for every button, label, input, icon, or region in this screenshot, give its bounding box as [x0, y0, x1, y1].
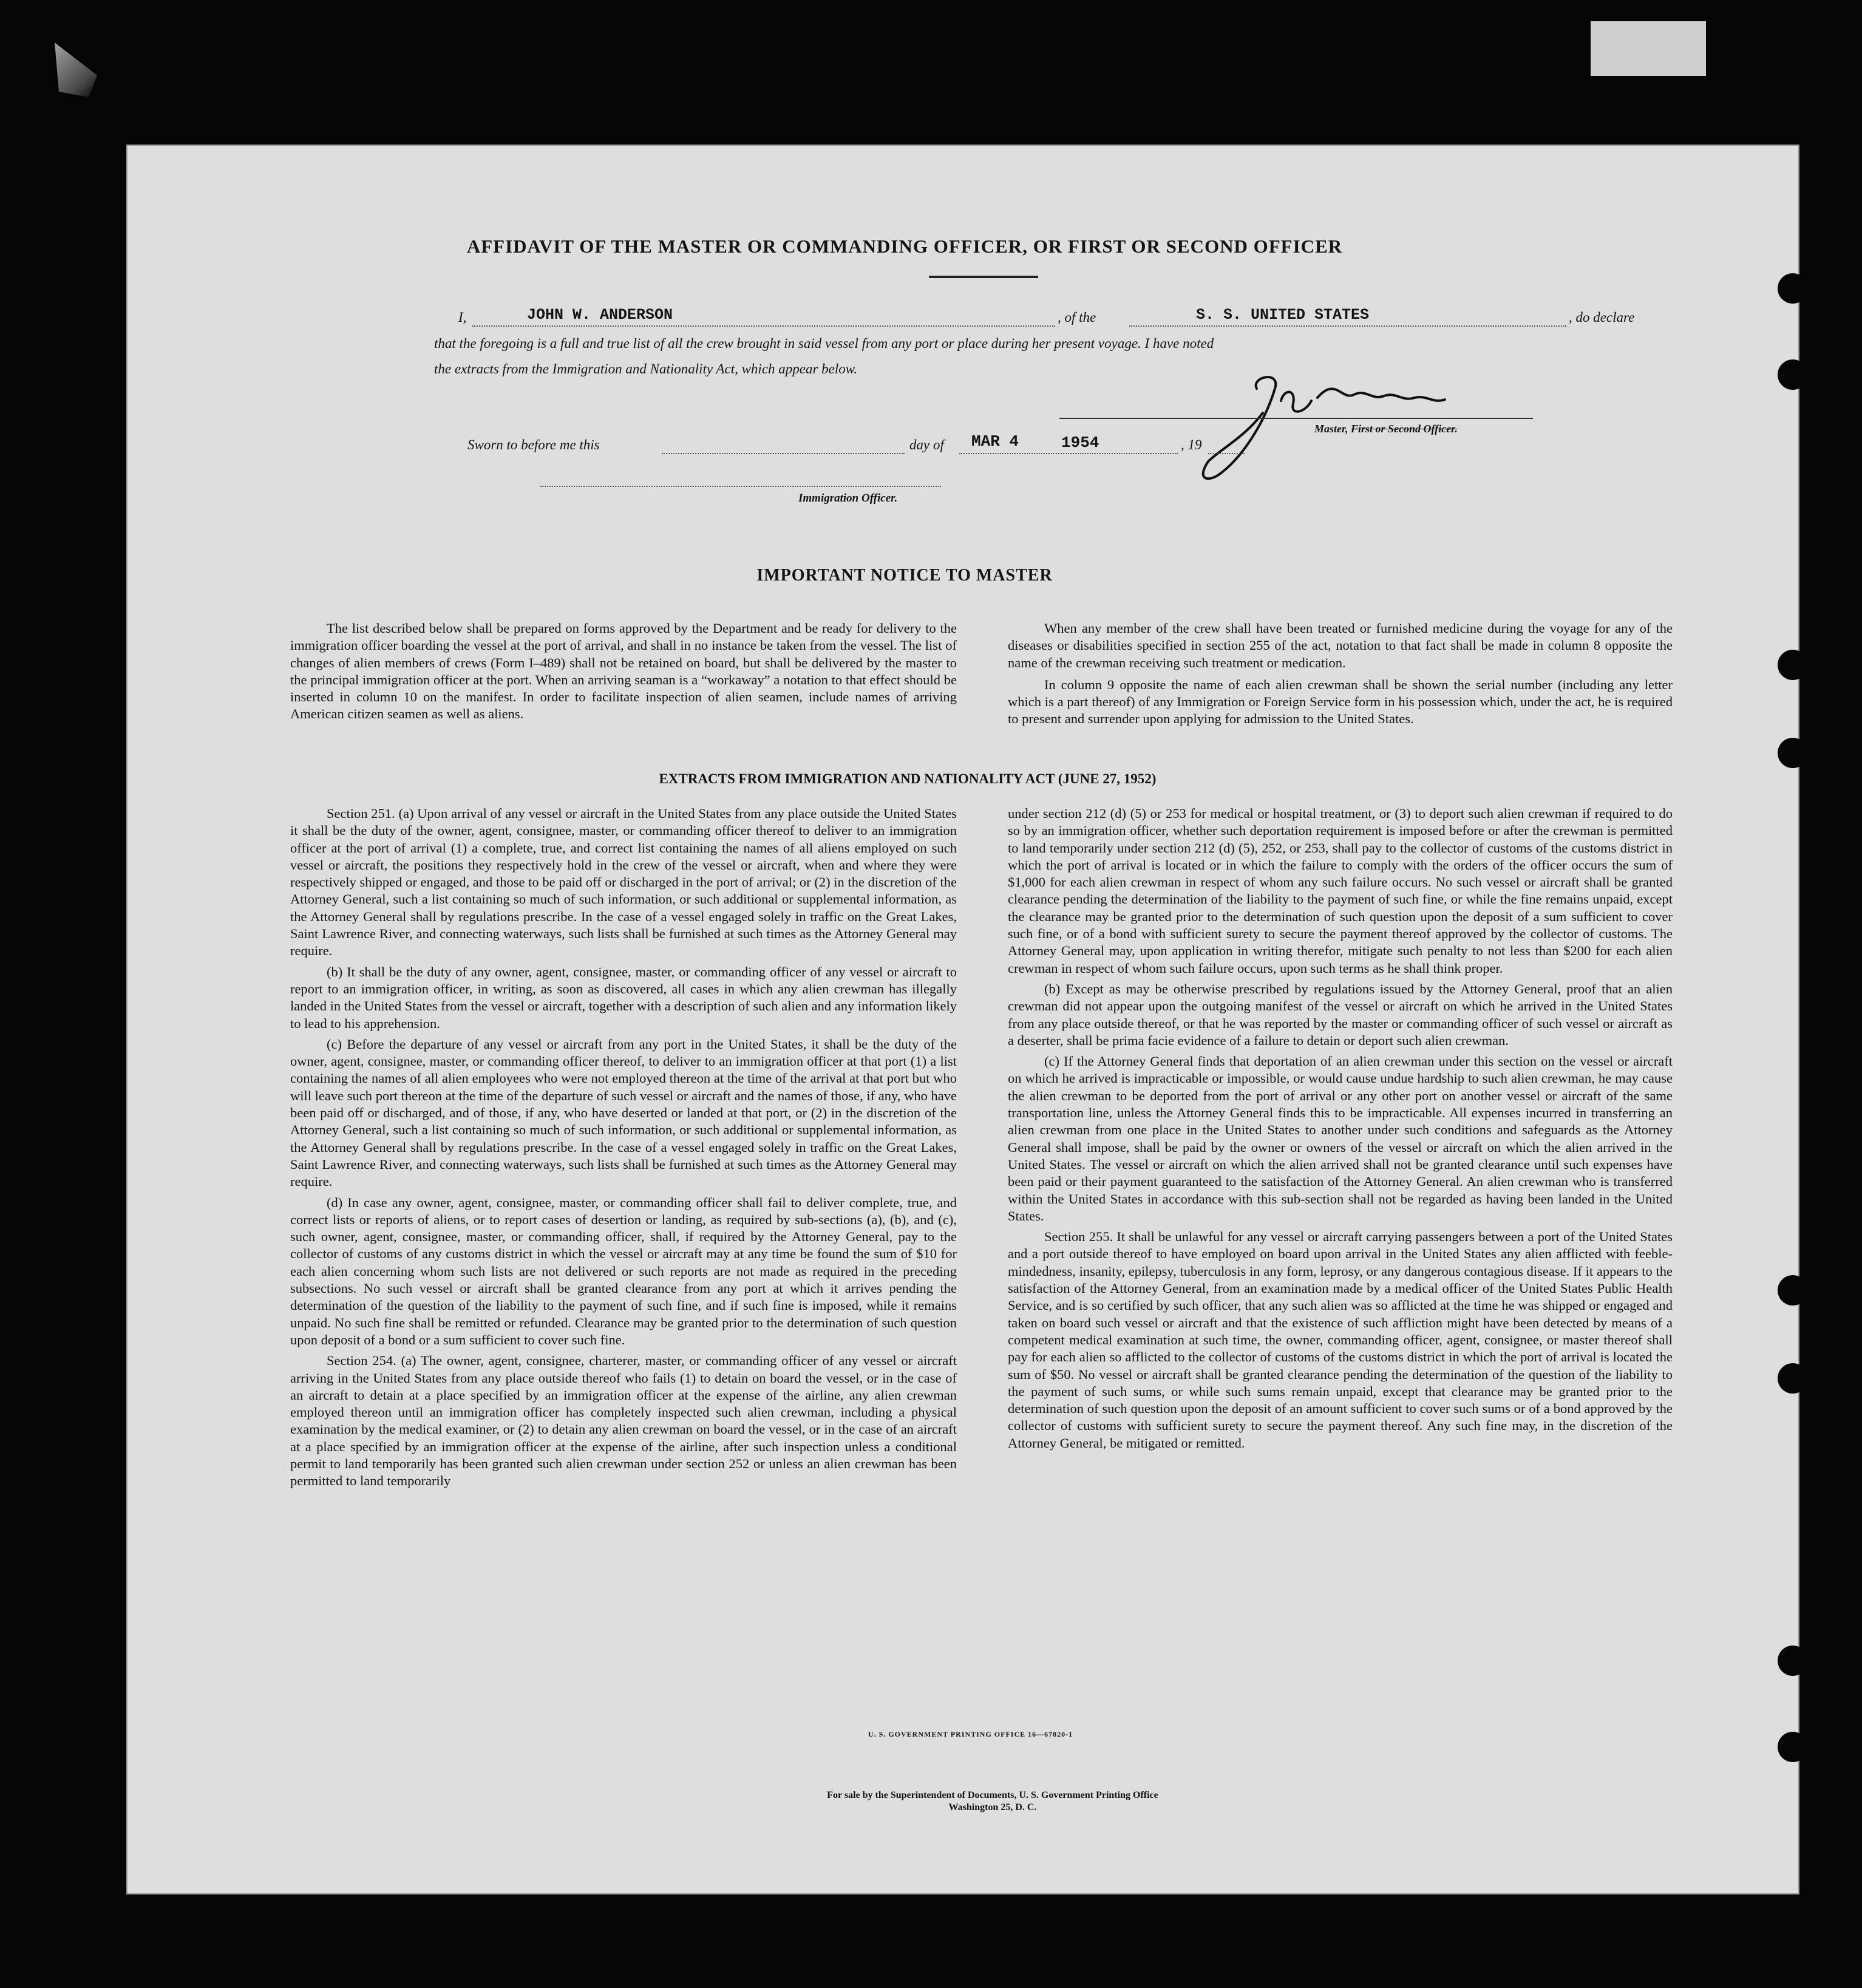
- punch-hole: [1778, 1275, 1808, 1305]
- section-254-b: (b) Except as may be otherwise prescribed by regulations issued by the Attorney General, proof that an alien crewman did not appear upon the outgoing manifest of the vessel or aircraft on which he arrived in the United States from any place outside thereof, or that he was reported by the master or commanding officer of such vessel or aircraft as a deserter, shall be prima facie evidence of a failure to detain or deport such alien crewman.: [1008, 981, 1673, 1048]
- statement-line-2: the extracts from the Immigration and Nationality Act, which appear below.: [434, 361, 858, 376]
- notice-title: IMPORTANT NOTICE TO MASTER: [756, 566, 1053, 585]
- sale-line-1: For sale by the Superintendent of Documents, U. S. Government Printing Office: [827, 1790, 1158, 1800]
- struck-officer-label: First or Second Officer.: [1351, 423, 1458, 435]
- document-page: [126, 145, 1799, 1894]
- master-name-field: [472, 307, 1055, 327]
- vessel-name-field: [1129, 307, 1566, 327]
- do-declare-label: , do declare: [1569, 310, 1635, 325]
- punch-hole: [1778, 273, 1808, 304]
- section-254-a-continued: under section 212 (d) (5) or 253 for medical or hospital treatment, or (3) to deport such alien crewman if required to do so by an immigration officer, whether such deportation requirement is imposed before or after the crewman is permitted to land temporarily under section 212 (d) (5), 252, or 253, shall pay to the collector of customs of the customs district in which the port of arrival is located or in which the failure to comply with the orders of the officer occurs the sum of $1,000 for each alien crewman in respect of whom any such failure occurs. No such vessel or aircraft shall be granted clearance pending the determination of the liability to the payment of such fine, or while the fine remains unpaid, except the clearance may be granted prior to the determination of such question upon the deposit of a sum sufficient to cover such fine, or of a bond with sufficient surety to secure the payment thereof approved by the collector of customs. The Attorney General may, upon application in writing therefor, mitigate such penalty to not less than $200 for each alien crewman in respect of whom such failure occurs, upon such terms as he shall think proper.: [1008, 806, 1673, 976]
- year-suffix-label: , 19: [1181, 437, 1202, 452]
- notice-right-paragraph-2: In column 9 opposite the name of each alien crewman shall be shown the serial number (including any letter which is a part thereof) of any Immigration or Foreign Service form in his possession which, under the act, he is required to present and surrender upon applying for admission to the United States.: [1008, 676, 1673, 727]
- sale-footer: [613, 1789, 1372, 1814]
- immigration-officer-line: [540, 486, 941, 487]
- section-251-b: (b) It shall be the duty of any owner, agent, consignee, master, or commanding officer of any vessel or aircraft to report to an immigration officer, in writing, as soon as discovered, all cases in which any alien crewman has illegally landed in the United States from the vessel or aircraft, together with a description of such alien and any information likely to lead to his apprehension.: [290, 964, 957, 1031]
- punch-hole: [1778, 738, 1808, 768]
- scan-edge-artifact: [1591, 21, 1706, 76]
- section-251-a: Section 251. (a) Upon arrival of any vessel or aircraft in the United States from any place outside the United States it shall be the duty of the owner, agent, consignee, master, or commanding officer thereof to deliver to an immigration officer at the port of arrival (1) a complete, true, and correct list containing the names of all aliens employed on such vessel or aircraft, the positions they respectively hold in the crew of the vessel or aircraft, when and where they were respectively shipped or engaged, and those to be paid off or discharged in the port of arrival; or (2) in the discretion of the Attorney General, such a list containing so much of such information, or such additional or supplemental information, as the Attorney General shall by regulations prescribe. In the case of a vessel engaged solely in traffic on the Great Lakes, Saint Lawrence River, and connecting waterways, such lists shall be furnished at such times as the Attorney General may require.: [290, 806, 957, 959]
- master-label: Master,: [1314, 423, 1348, 435]
- sworn-day-field: [662, 435, 905, 454]
- signature-caption: [1314, 423, 1458, 435]
- section-255: Section 255. It shall be unlawful for any vessel or aircraft carrying passengers between a port of the United States and a port outside thereof to have employed on board upon arrival in the United States any alien afflicted with feeble-mindedness, insanity, epilepsy, tuberculosis in any form, leprosy, or any dangerous contagious disease. If it appears to the satisfaction of the Attorney General, from an examination made by a medical officer of the United States Public Health Service, and is so certified by such officer, that any such alien was so afflicted at the time he was shipped or engaged and taken on board such vessel or aircraft and that the existence of such affliction might have been detected by means of a competent medical examination at such time, the owner, commanding officer, agent, consignee, or master thereof shall pay for each alien so afflicted to the collector of customs of the customs district in which the port of arrival is located the sum of $50. No vessel or aircraft shall be granted clearance pending the determination of the question of the liability to the payment of such sums, or while such sums remain unpaid, except that clearance may be granted prior to the determination of such question upon the deposit of an amount sufficient to cover such sums or of a bond approved by the collector of customs with sufficient surety to secure the payment thereof. Any such fine may, in the discretion of the Attorney General, be mitigated or remitted.: [1008, 1229, 1673, 1451]
- of-the-label: , of the: [1058, 310, 1096, 325]
- immigration-officer-label: Immigration Officer.: [798, 492, 898, 505]
- title-rule: [929, 276, 1038, 278]
- i-label: I,: [458, 310, 467, 325]
- day-of-label: day of: [909, 437, 944, 452]
- sworn-date-field: [959, 432, 1178, 454]
- section-251-c: (c) Before the departure of any vessel or aircraft from any port in the United States, it shall be the duty of the owner, agent, consignee, master, or commanding officer thereof, to deliver to an immigration officer at that port (1) a list containing the names of all alien employees who were not employed thereon at the time of the arrival at that port but who will leave such port thereon at the time of the departure of such vessel or aircraft and the names of those, if any, who have been paid off or discharged, and of those, if any, who have deserted or landed at that port, or (2) in the discretion of the Attorney General, such a list containing so much of such information, or such additional or supplemental information, as the Attorney General shall by regulations prescribe. In the case of a vessel engaged solely in traffic on the Great Lakes, Saint Lawrence River, and connecting waterways, such lists shall be furnished at such times as the Attorney General may require.: [290, 1036, 957, 1190]
- notice-left-column: [290, 620, 957, 723]
- punch-hole: [1778, 1646, 1808, 1676]
- punch-hole: [1778, 359, 1808, 390]
- extracts-title: EXTRACTS FROM IMMIGRATION AND NATIONALITY ACT (JUNE 27, 1952): [659, 771, 1157, 786]
- statement-line-1: that the foregoing is a full and true list of all the crew brought in said vessel from any port or place during her present voyage. I have noted: [434, 336, 1214, 351]
- section-254-c: (c) If the Attorney General finds that deportation of an alien crewman under this section on the vessel or aircraft on which he arrived is impracticable or impossible, or would cause undue hardship to such alien crewman, he may cause the alien crewman to be deported from the port of arrival or any other port on another vessel or aircraft of the same transportation line, unless the Attorney General finds this to be impracticable. All expenses incurred in transferring an alien crewman from one place in the United States to another under such conditions and safeguards as the Attorney General shall impose, shall be paid by the owner or owners of the vessel or aircraft on which the alien arrived in the United States. The vessel or aircraft on which the alien arrived shall not be granted clearance until such expenses have been paid or their payment guaranteed to the satisfaction of the Attorney General. An alien crewman who is transferred within the United States in accordance with this sub-section shall not be regarded as having been landed in the United States.: [1008, 1054, 1673, 1224]
- punch-hole: [1778, 650, 1808, 680]
- sworn-label: Sworn to before me this: [467, 437, 600, 452]
- punch-hole: [1778, 1363, 1808, 1394]
- master-name-value: JOHN W. ANDERSON: [527, 306, 673, 324]
- vessel-name-value: S. S. UNITED STATES: [1196, 306, 1370, 324]
- section-251-d: (d) In case any owner, agent, consignee, master, or commanding officer shall fail to deliver complete, true, and correct lists or reports of aliens, or to report cases of desertion or landing, as required by sub-sections (a), (b), and (c), such owner, agent, consignee, master, or commanding officer, shall, if required by the Attorney General, pay to the collector of customs of any customs district in which the vessel or aircraft may at any time be found the sum of $10 for each alien concerning whom such lists are not delivered or such reports are not made as required in the preceding subsections. No such vessel or aircraft shall be granted clearance from any port at which it arrives pending the determination of the question of the liability to the payment of such fine, and if such fine is imposed, while it remains unpaid. No such fine shall be remitted or refunded. Clearance may be granted prior to the determination of such question upon deposit of a bond or a sum sufficient to cover such fine.: [290, 1194, 957, 1347]
- sale-line-2: Washington 25, D. C.: [948, 1802, 1037, 1813]
- extracts-left-column: [290, 805, 957, 1490]
- section-254-a: Section 254. (a) The owner, agent, consignee, charterer, master, or commanding officer of any vessel or aircraft arriving in the United States from any place outside thereof who fails (1) to detain on board the vessel, or in the case of an aircraft to detain at a place specified by an immigration officer at the expense of the airline, any alien crewman employed thereon until an immigration officer has completely inspected such alien crewman, including a physical examination by the medical examiner, or (2) to detain any alien crewman on board the vessel, or in the case of an aircraft at a place specified by an immigration officer at the expense of the airline, after such inspection unless a conditional permit to land temporarily has been granted such alien crewman under section 252 or unless an alien crewman has been permitted to land temporarily: [290, 1353, 957, 1489]
- punch-hole: [1778, 1732, 1808, 1762]
- notice-left-paragraph: The list described below shall be prepared on forms approved by the Department and be ready for delivery to the immigration officer boarding the vessel at the port of arrival, and shall in no instance be taken from the vessel. The list of changes of alien members of crews (Form I–489) shall not be retained on board, but shall be delivered by the master to the principal immigration officer at the port. When an arriving seaman is a “workaway” a notation to that effect should be inserted in column 10 on the manifest. In order to facilitate inspection of alien seamen, include names of arriving American citizen seamen as well as aliens.: [290, 621, 957, 722]
- extracts-right-column: [1008, 805, 1673, 1452]
- signature-line: [1059, 418, 1533, 419]
- notice-right-paragraph-1: When any member of the crew shall have been treated or furnished medicine during the voyage for any of the diseases or disabilities specified in section 255 of the act, notation to that fact shall be made in column 8 opposite the name of the crewman receiving such treatment or medication.: [1008, 621, 1673, 670]
- scan-corner-artifact: [55, 43, 97, 97]
- notice-right-column: [1008, 620, 1673, 728]
- year-field: [1208, 435, 1245, 454]
- sworn-year-stamp: 1954: [1061, 434, 1099, 452]
- gpo-code: U. S. GOVERNMENT PRINTING OFFICE 16—67820-1: [868, 1730, 1073, 1738]
- affidavit-title: AFFIDAVIT OF THE MASTER OR COMMANDING OFFICER, OR FIRST OR SECOND OFFICER: [466, 236, 1343, 257]
- sworn-date-stamp: MAR 4: [971, 432, 1019, 451]
